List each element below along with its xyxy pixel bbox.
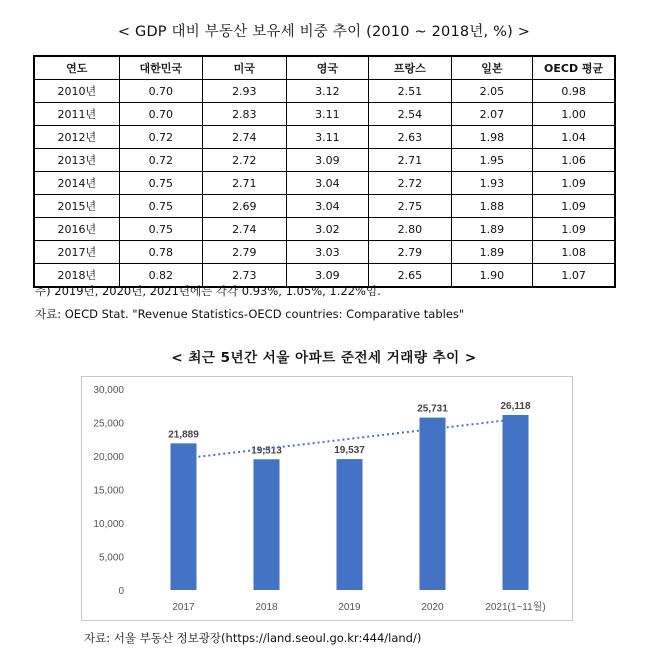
table-cell: 2011년 (34, 103, 119, 126)
table-cell: 3.11 (286, 103, 369, 126)
column-header: OECD 평균 (533, 56, 615, 80)
table-cell: 0.75 (119, 218, 203, 241)
table-cell: 3.11 (286, 126, 369, 149)
table-cell: 1.89 (451, 241, 533, 264)
table-cell: 2017년 (34, 241, 119, 264)
data-label: 21,889 (168, 429, 199, 441)
table-title: < GDP 대비 부동산 보유세 비중 추이 (2010 ~ 2018년, %) > (117, 24, 531, 40)
bar-chart (82, 377, 572, 620)
x-tick-label: 2020 (421, 602, 444, 613)
column-header: 미국 (203, 56, 287, 80)
table-cell: 3.04 (286, 195, 369, 218)
table-cell: 2.74 (203, 126, 287, 149)
table-cell: 2.80 (369, 218, 452, 241)
x-tick-label: 2018 (255, 602, 278, 613)
bar (337, 459, 363, 590)
table-cell: 3.09 (286, 264, 369, 288)
table-cell: 2.05 (451, 80, 533, 103)
table-cell: 3.09 (286, 149, 369, 172)
table-cell: 2.65 (369, 264, 452, 288)
table-cell: 2.79 (203, 241, 287, 264)
table-cell: 1.00 (533, 103, 615, 126)
table-cell: 2.75 (369, 195, 452, 218)
table-cell: 1.08 (533, 241, 615, 264)
table-cell: 1.09 (533, 195, 615, 218)
table-row (34, 80, 615, 103)
table-cell: 0.98 (533, 80, 615, 103)
table-cell: 0.70 (119, 103, 203, 126)
table-row (34, 172, 615, 195)
y-tick-label: 10,000 (93, 519, 124, 530)
table-cell: 2.07 (451, 103, 533, 126)
table-cell: 0.75 (119, 172, 203, 195)
table-cell: 1.07 (533, 264, 615, 288)
y-tick-label: 15,000 (93, 485, 124, 497)
table-cell: 2.74 (203, 218, 287, 241)
table-cell: 1.09 (533, 172, 615, 195)
table-cell: 0.72 (119, 149, 203, 172)
y-tick-label: 25,000 (93, 418, 124, 430)
table-cell: 2012년 (34, 126, 119, 149)
table-row (34, 103, 615, 126)
column-header: 연도 (34, 56, 119, 80)
table-cell: 1.06 (533, 149, 615, 172)
table-cell: 0.70 (119, 80, 203, 103)
table-cell: 3.04 (286, 172, 369, 195)
table-cell: 0.72 (119, 126, 203, 149)
bar (171, 443, 197, 590)
table-cell: 3.12 (286, 80, 369, 103)
table-cell: 0.75 (119, 195, 203, 218)
column-header: 일본 (451, 56, 533, 80)
table-cell: 3.02 (286, 218, 369, 241)
table-header-row (34, 56, 615, 80)
table-cell: 2.69 (203, 195, 287, 218)
chart-source: 자료: 서울 부동산 정보광장(https://land.seoul.go.kr:444/land/) (84, 631, 422, 645)
table-cell: 2.73 (203, 264, 287, 288)
data-label: 26,118 (500, 401, 531, 413)
table-row (34, 241, 615, 264)
table-cell: 2.51 (369, 80, 452, 103)
table-row (34, 195, 615, 218)
table-row (34, 126, 615, 149)
table-cell: 0.82 (119, 264, 203, 288)
table-cell: 1.09 (533, 218, 615, 241)
bar (503, 415, 529, 590)
table-row (34, 218, 615, 241)
x-tick-label: 2021(1~11월) (485, 602, 546, 613)
data-label: 19,537 (334, 445, 365, 457)
table-cell: 2.63 (369, 126, 452, 149)
table-cell: 1.93 (451, 172, 533, 195)
chart-frame (81, 376, 573, 621)
x-tick-label: 2017 (172, 602, 195, 613)
x-tick-label: 2019 (338, 602, 361, 613)
table-row (34, 149, 615, 172)
table-cell: 1.90 (451, 264, 533, 288)
table-cell: 2.72 (369, 172, 452, 195)
table-cell: 1.88 (451, 195, 533, 218)
y-tick-label: 20,000 (93, 452, 124, 463)
table-cell: 2016년 (34, 218, 119, 241)
data-label: 25,731 (417, 403, 448, 415)
y-tick-label: 30,000 (93, 385, 124, 396)
table-source: 자료: OECD Stat. "Revenue Statistics-OECD countries: Comparative tables" (35, 307, 465, 321)
bar (420, 418, 446, 590)
table-cell: 1.95 (451, 149, 533, 172)
table-cell: 2010년 (34, 80, 119, 103)
table-cell: 2018년 (34, 264, 119, 288)
table-cell: 2.71 (369, 149, 452, 172)
table-cell: 2015년 (34, 195, 119, 218)
data-label: 19,513 (251, 445, 282, 457)
property-tax-table (33, 55, 616, 288)
column-header: 영국 (286, 56, 369, 80)
table-cell: 1.04 (533, 126, 615, 149)
table-cell: 1.98 (451, 126, 533, 149)
bar (254, 459, 280, 590)
table-cell: 0.78 (119, 241, 203, 264)
table-cell: 2013년 (34, 149, 119, 172)
column-header: 프랑스 (369, 56, 452, 80)
table-cell: 3.03 (286, 241, 369, 264)
y-tick-label: 0 (118, 586, 124, 597)
column-header: 대한민국 (119, 56, 203, 80)
table-cell: 2.79 (369, 241, 452, 264)
table-cell: 2.72 (203, 149, 287, 172)
chart-title: < 최근 5년간 서울 아파트 준전세 거래량 추이 > (171, 350, 477, 366)
table-note: 주) 2019년, 2020년, 2021년에는 각각 0.93%, 1.05%, 1.22%임. (35, 284, 381, 298)
table-cell: 1.89 (451, 218, 533, 241)
y-tick-label: 5,000 (98, 552, 124, 564)
table-cell: 2.54 (369, 103, 452, 126)
table-cell: 2.83 (203, 103, 287, 126)
table-cell: 2.93 (203, 80, 287, 103)
table-cell: 2.71 (203, 172, 287, 195)
table-cell: 2014년 (34, 172, 119, 195)
